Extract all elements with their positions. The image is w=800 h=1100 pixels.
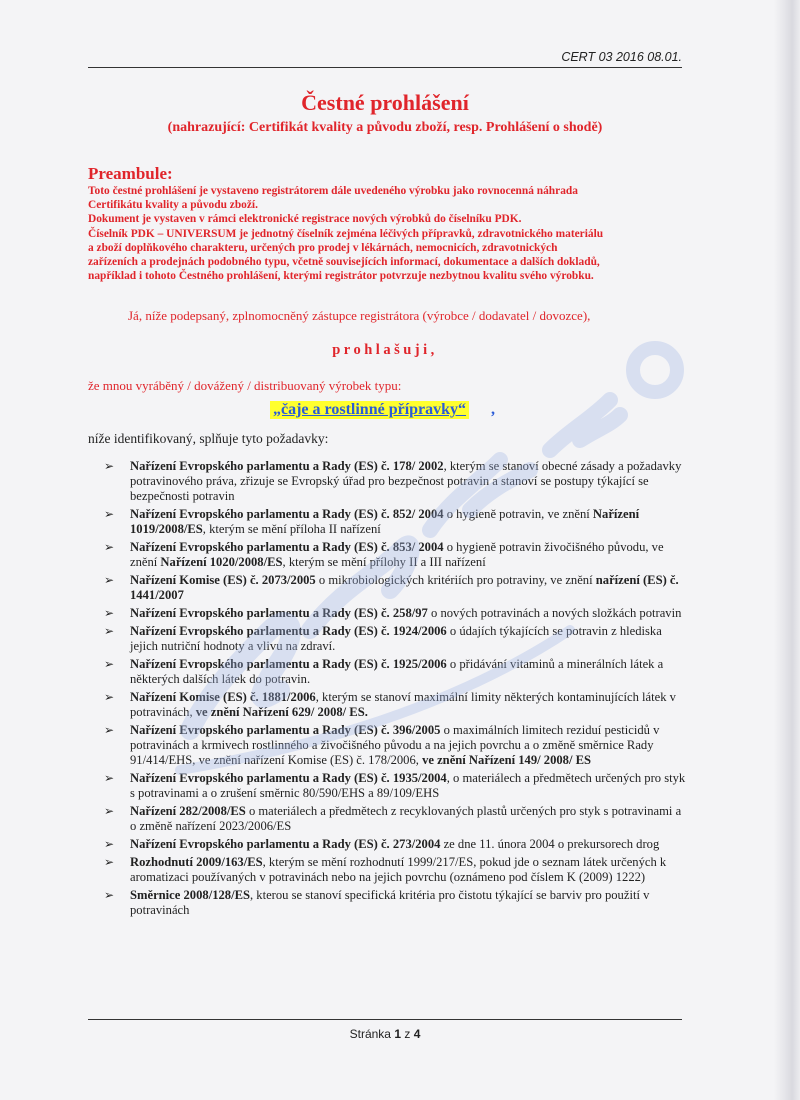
page-current: 1	[394, 1027, 402, 1041]
regulation-description: , o materiálech a předmětech určených pro styk s potravinami a o zrušení směrnic 80/590/EHS a 89/109/EHS	[130, 771, 686, 801]
regulation-name: Nařízení Evropského parlamentu a Rady (ES) č. 853/ 2004	[130, 540, 444, 555]
requirements-list	[100, 459, 690, 921]
arrow-bullet-icon: ➢	[104, 459, 115, 473]
regulation-description: , kterým se mění přílohy II a III nařízení	[282, 555, 486, 570]
arrow-bullet-icon: ➢	[104, 837, 115, 852]
regulation-description: , kterou se stanoví specifická kritéria pro čistotu týkající se barviv pro použití v potravinách	[130, 888, 650, 918]
document-title: Čestné prohlášení	[301, 90, 469, 115]
regulation-description: ze dne 11. února 2004 o prekursorech drog	[440, 837, 660, 852]
regulation-name: Nařízení Evropského parlamentu a Rady (ES) č. 852/ 2004	[130, 507, 444, 522]
page-separator: z	[401, 1027, 414, 1041]
regulation-amendment: ve znění Nařízení 149/ 2008/ ES	[422, 753, 592, 768]
arrow-bullet-icon: ➢	[104, 690, 115, 704]
regulation-description: o přidávání vitaminů a minerálních látek a některých dalších látek do potravin.	[130, 657, 664, 687]
document-subtitle: (nahrazující: Certifikát kvality a původu zboží, resp. Prohlášení o shodě)	[167, 120, 603, 135]
preamble-line: Číselník PDK – UNIVERSUM je jednotný číselník zejména léčivých přípravků, zdravotnického materiálu	[88, 227, 604, 240]
list-item	[100, 855, 690, 885]
regulation-description: , kterým se stanoví maximální limity některých kontaminujících látek v potravinách,	[130, 690, 676, 720]
regulation-name: Rozhodnutí 2009/163/ES	[130, 855, 263, 869]
regulation-description: o nových potravinách a nových složkách potravin	[427, 606, 682, 621]
list-item	[100, 573, 690, 603]
preamble-body	[88, 184, 688, 283]
regulation-description: , kterým se mění příloha II nařízení	[202, 522, 381, 537]
arrow-bullet-icon: ➢	[104, 657, 115, 671]
list-item	[100, 507, 690, 537]
regulation-name: Nařízení Evropského parlamentu a Rady (ES) č. 1924/2006	[130, 624, 447, 638]
scan-edge-shadow	[774, 0, 800, 1100]
list-item	[100, 606, 690, 621]
regulation-description: o mikrobiologických kritériích pro potraviny, ve znění	[315, 573, 596, 588]
list-item	[100, 657, 690, 687]
preamble-line: Toto čestné prohlášení je vystaveno registrátorem dále uvedeného výrobku jako rovnocenná náhrada	[88, 185, 578, 197]
arrow-bullet-icon: ➢	[104, 855, 115, 869]
regulation-name: Nařízení Evropského parlamentu a Rady (ES) č. 1935/2004	[130, 771, 447, 786]
regulation-description: o maximálních limitech reziduí pesticidů v potravinách a krmivech rostlinného a živočišného původu a na jejich povrchu a o změně směrnice Rady 91/414/EHS, ve znění nařízení Komise (ES) č. 178/2006,	[130, 723, 660, 768]
header-rule	[88, 67, 682, 68]
list-item	[100, 690, 690, 720]
regulation-amendment: Nařízení 1019/2008/ES	[130, 507, 640, 537]
arrow-bullet-icon: ➢	[104, 771, 115, 786]
document-code: CERT 03 2016 08.01.	[561, 50, 682, 64]
regulation-name: Směrnice 2008/128/ES	[130, 888, 250, 902]
preamble-line: například i tohoto Čestného prohlášení, kterými registrátor potvrzuje nezbytnou kvalitu svého výrobku.	[88, 270, 594, 283]
regulation-name: Nařízení Evropského parlamentu a Rady (ES) č. 273/2004	[130, 837, 441, 852]
preamble-line: zařízeních a prodejnách podobného typu, včetně souvisejících informací, dokumentace a dalších dokladů,	[88, 256, 600, 269]
arrow-bullet-icon: ➢	[104, 804, 115, 819]
footer-rule	[88, 1019, 682, 1020]
arrow-bullet-icon: ➢	[104, 507, 115, 522]
regulation-name: Nařízení Komise (ES) č. 1881/2006	[130, 690, 316, 704]
regulation-name: Nařízení Evropského parlamentu a Rady (ES) č. 258/97	[130, 606, 428, 621]
regulation-name: Nařízení Evropského parlamentu a Rady (ES) č. 1925/2006	[130, 657, 447, 671]
arrow-bullet-icon: ➢	[104, 540, 115, 555]
list-item	[100, 771, 690, 801]
preamble-line: Dokument je vystaven v rámci elektronické registrace nových výrobků do číselníku PDK.	[88, 213, 522, 226]
list-item	[100, 723, 690, 769]
declaration-word: prohlašuji,	[332, 342, 438, 358]
regulation-amendment: nařízení (ES) č. 1441/2007	[130, 573, 679, 603]
list-item	[100, 459, 690, 505]
regulation-description: o údajích týkajících se potravin z hlediska jejich nutriční hodnoty a vlivu na zdraví.	[130, 624, 662, 654]
list-item	[100, 888, 690, 918]
product-type-highlight: „čaje a rostlinné přípravky“	[270, 401, 469, 419]
product-type-line: že mnou vyráběný / dovážený / distribuovaný výrobek typu:	[88, 378, 402, 393]
arrow-bullet-icon: ➢	[104, 573, 115, 588]
page-label: Stránka	[349, 1027, 395, 1041]
product-type-comma: ,	[491, 401, 495, 418]
regulation-name: Nařízení Evropského parlamentu a Rady (ES) č. 396/2005	[130, 723, 441, 737]
page-total: 4	[413, 1027, 421, 1041]
regulation-amendment: ve znění Nařízení 629/ 2008/ ES.	[195, 705, 368, 720]
arrow-bullet-icon: ➢	[104, 624, 115, 638]
arrow-bullet-icon: ➢	[104, 888, 115, 902]
preamble-line: Certifikátu kvality a původu zboží.	[88, 199, 258, 212]
regulation-description: o materiálech a předmětech z recyklovaných plastů určených pro styk s potravinami a o změně nařízení 2023/2006/ES	[130, 804, 682, 834]
regulation-name: Nařízení 282/2008/ES	[130, 804, 246, 819]
regulation-description: , kterým se mění rozhodnutí 1999/217/ES, pokud jde o seznam látek určených k aromatizaci používaných v potravinách nebo na jejich povrchu (oznámeno pod číslem K (2009) 1222)	[130, 855, 667, 885]
list-item	[100, 837, 690, 852]
regulation-description: o hygieně potravin, ve znění	[443, 507, 593, 522]
arrow-bullet-icon: ➢	[104, 723, 115, 737]
list-item	[100, 804, 690, 834]
regulation-name: Nařízení Komise (ES) č. 2073/2005	[130, 573, 316, 588]
regulation-name: Nařízení Evropského parlamentu a Rady (ES) č. 178/ 2002	[130, 459, 444, 473]
list-item	[100, 540, 690, 570]
regulation-description: , kterým se stanoví obecné zásady a požadavky potravinového práva, zřizuje se Evropský úřad pro bezpečnost potravin a stanoví se postupy týkající se bezpečnosti potravin	[130, 459, 682, 504]
preamble-heading: Preambule:	[88, 164, 173, 183]
preamble-line: a zboží doplňkového charakteru, určených pro prodej v lékárnách, nemocnicích, zdravotnických	[88, 241, 558, 254]
declarant-intro: Já, níže podepsaný, zplnomocněný zástupce registrátora (výrobce / dodavatel / dovozce),	[128, 308, 591, 323]
requirements-intro: níže identifikovaný, splňuje tyto požadavky:	[88, 431, 329, 446]
regulation-description: o hygieně potravin živočišného původu, ve znění	[130, 540, 664, 570]
regulation-amendment: Nařízení 1020/2008/ES	[160, 555, 283, 570]
list-item	[100, 624, 690, 654]
page-number	[0, 1027, 770, 1041]
arrow-bullet-icon: ➢	[104, 606, 115, 621]
